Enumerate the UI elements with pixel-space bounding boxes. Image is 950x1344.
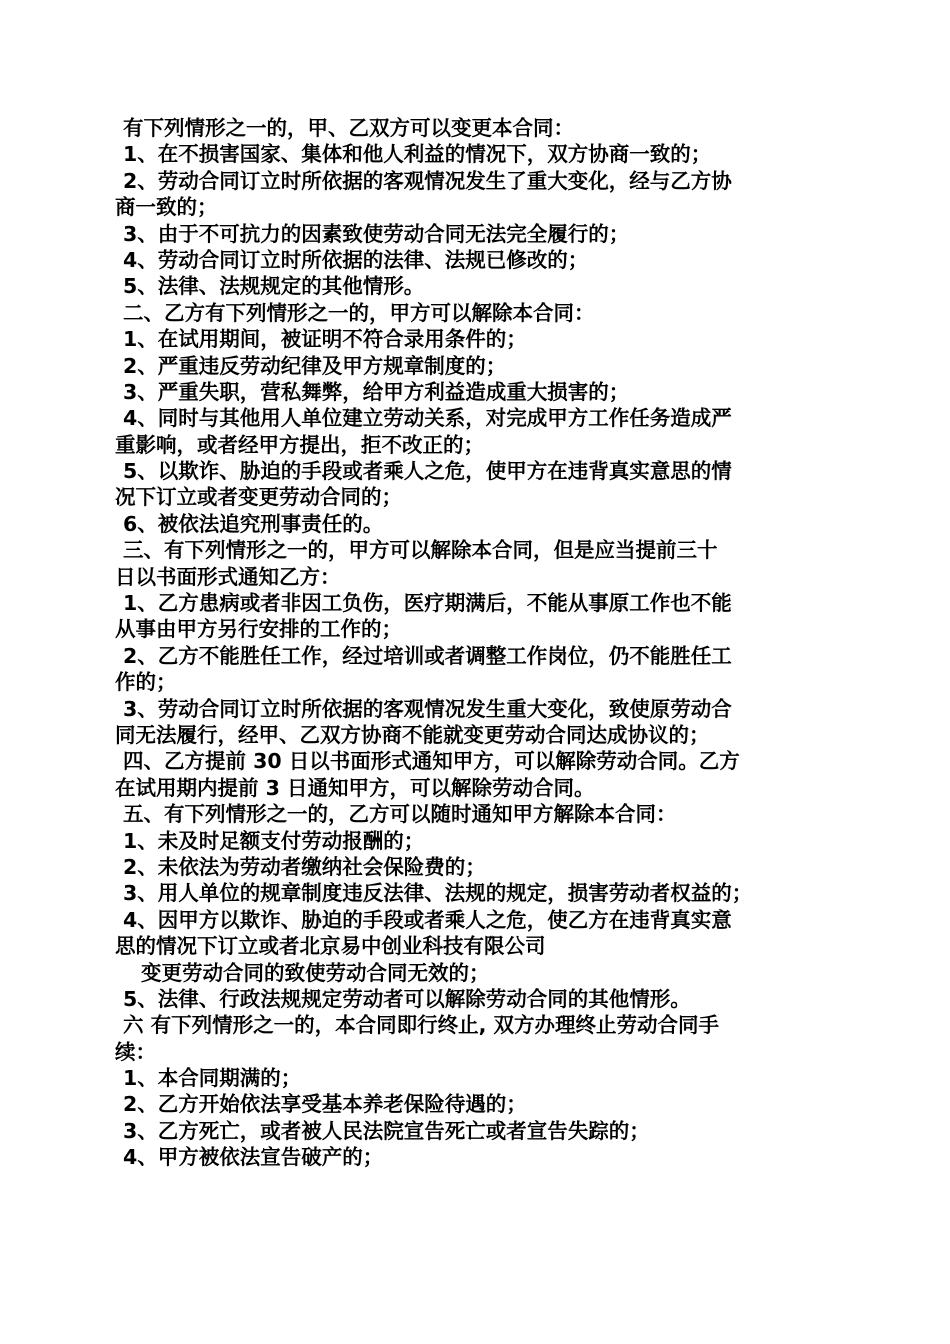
text-line: 2、劳动合同订立时所依据的客观情况发生了重大变化，经与乙方协 xyxy=(123,168,732,193)
text-line: 5、以欺诈、胁迫的手段或者乘人之危，使甲方在违背真实意思的情 xyxy=(123,459,732,484)
text-line: 商一致的； xyxy=(115,195,218,220)
text-line: 五、有下列情形之一的，乙方可以随时通知甲方解除本合同： xyxy=(123,802,677,827)
text-line: 3、用人单位的规章制度违反法律、法规的规定，损害劳动者权益的； xyxy=(123,881,753,906)
text-line: 1、未及时足额支付劳动报酬的； xyxy=(123,828,425,853)
text-line: 有下列情形之一的，甲、乙双方可以变更本合同： xyxy=(123,116,574,140)
text-line: 6、被依法追究刑事责任的。 xyxy=(123,511,384,536)
text-line: 在试用期内提前 3 日通知甲方，可以解除劳动合同。 xyxy=(115,775,595,800)
text-line: 四、乙方提前 30 日以书面形式通知甲方，可以解除劳动合同。乙方 xyxy=(123,749,740,774)
text-line: 4、同时与其他用人单位建立劳动关系，对完成甲方工作任务造成严 xyxy=(123,406,732,431)
text-line: 三、有下列情形之一的，甲方可以解除本合同，但是应当提前三十 xyxy=(123,538,718,563)
text-line: 1、本合同期满的； xyxy=(123,1066,302,1091)
text-line: 日以书面形式通知乙方： xyxy=(115,564,341,589)
text-line: 二、乙方有下列情形之一的，甲方可以解除本合同： xyxy=(123,300,595,325)
text-line: 4、因甲方以欺诈、胁迫的手段或者乘人之危，使乙方在违背真实意 xyxy=(123,907,732,932)
text-line: 重影响，或者经甲方提出，拒不改正的； xyxy=(115,432,484,457)
text-line: 3、由于不可抗力的因素致使劳动合同无法完全履行的； xyxy=(123,221,630,246)
text-line: 4、劳动合同订立时所依据的法律、法规已修改的； xyxy=(123,247,589,272)
text-line: 1、在不损害国家、集体和他人利益的情况下，双方协商一致的； xyxy=(123,142,712,167)
text-line: 5、法律、行政法规规定劳动者可以解除劳动合同的其他情形。 xyxy=(123,986,691,1011)
text-line: 3、乙方死亡，或者被人民法院宣告死亡或者宣告失踪的； xyxy=(123,1118,650,1143)
contract-body-text xyxy=(115,115,835,1171)
contract-page xyxy=(115,115,835,1171)
text-line: 作的； xyxy=(115,670,177,695)
text-line: 变更劳动合同的致使劳动合同无效的； xyxy=(141,960,490,985)
text-line: 2、乙方不能胜任工作，经过培训或者调整工作岗位，仍不能胜任工 xyxy=(123,643,732,668)
text-line: 从事由甲方另行安排的工作的； xyxy=(115,617,402,642)
text-line: 2、乙方开始依法享受基本养老保险待遇的； xyxy=(123,1092,527,1117)
text-line: 2、严重违反劳动纪律及甲方规章制度的； xyxy=(123,353,507,378)
text-line: 3、劳动合同订立时所依据的客观情况发生重大变化，致使原劳动合 xyxy=(123,696,732,721)
text-line: 况下订立或者变更劳动合同的； xyxy=(115,485,402,510)
text-line: 2、未依法为劳动者缴纳社会保险费的； xyxy=(123,854,486,879)
text-line: 同无法履行，经甲、乙双方协商不能就变更劳动合同达成协议的； xyxy=(115,722,710,747)
text-line: 1、乙方患病或者非因工负伤，医疗期满后，不能从事原工作也不能 xyxy=(123,591,732,616)
text-line: 续： xyxy=(115,1039,156,1064)
text-line: 1、在试用期间，被证明不符合录用条件的； xyxy=(123,327,527,352)
text-line: 5、法律、法规规定的其他情形。 xyxy=(123,274,425,299)
text-line: 4、甲方被依法宣告破产的； xyxy=(123,1145,384,1170)
text-line: 3、严重失职，营私舞弊，给甲方利益造成重大损害的； xyxy=(123,379,630,404)
text-line: 六 有下列情形之一的，本合同即行终止, 双方办理终止劳动合同手 xyxy=(123,1013,720,1038)
text-line: 思的情况下订立或者北京易中创业科技有限公司 xyxy=(115,934,546,959)
